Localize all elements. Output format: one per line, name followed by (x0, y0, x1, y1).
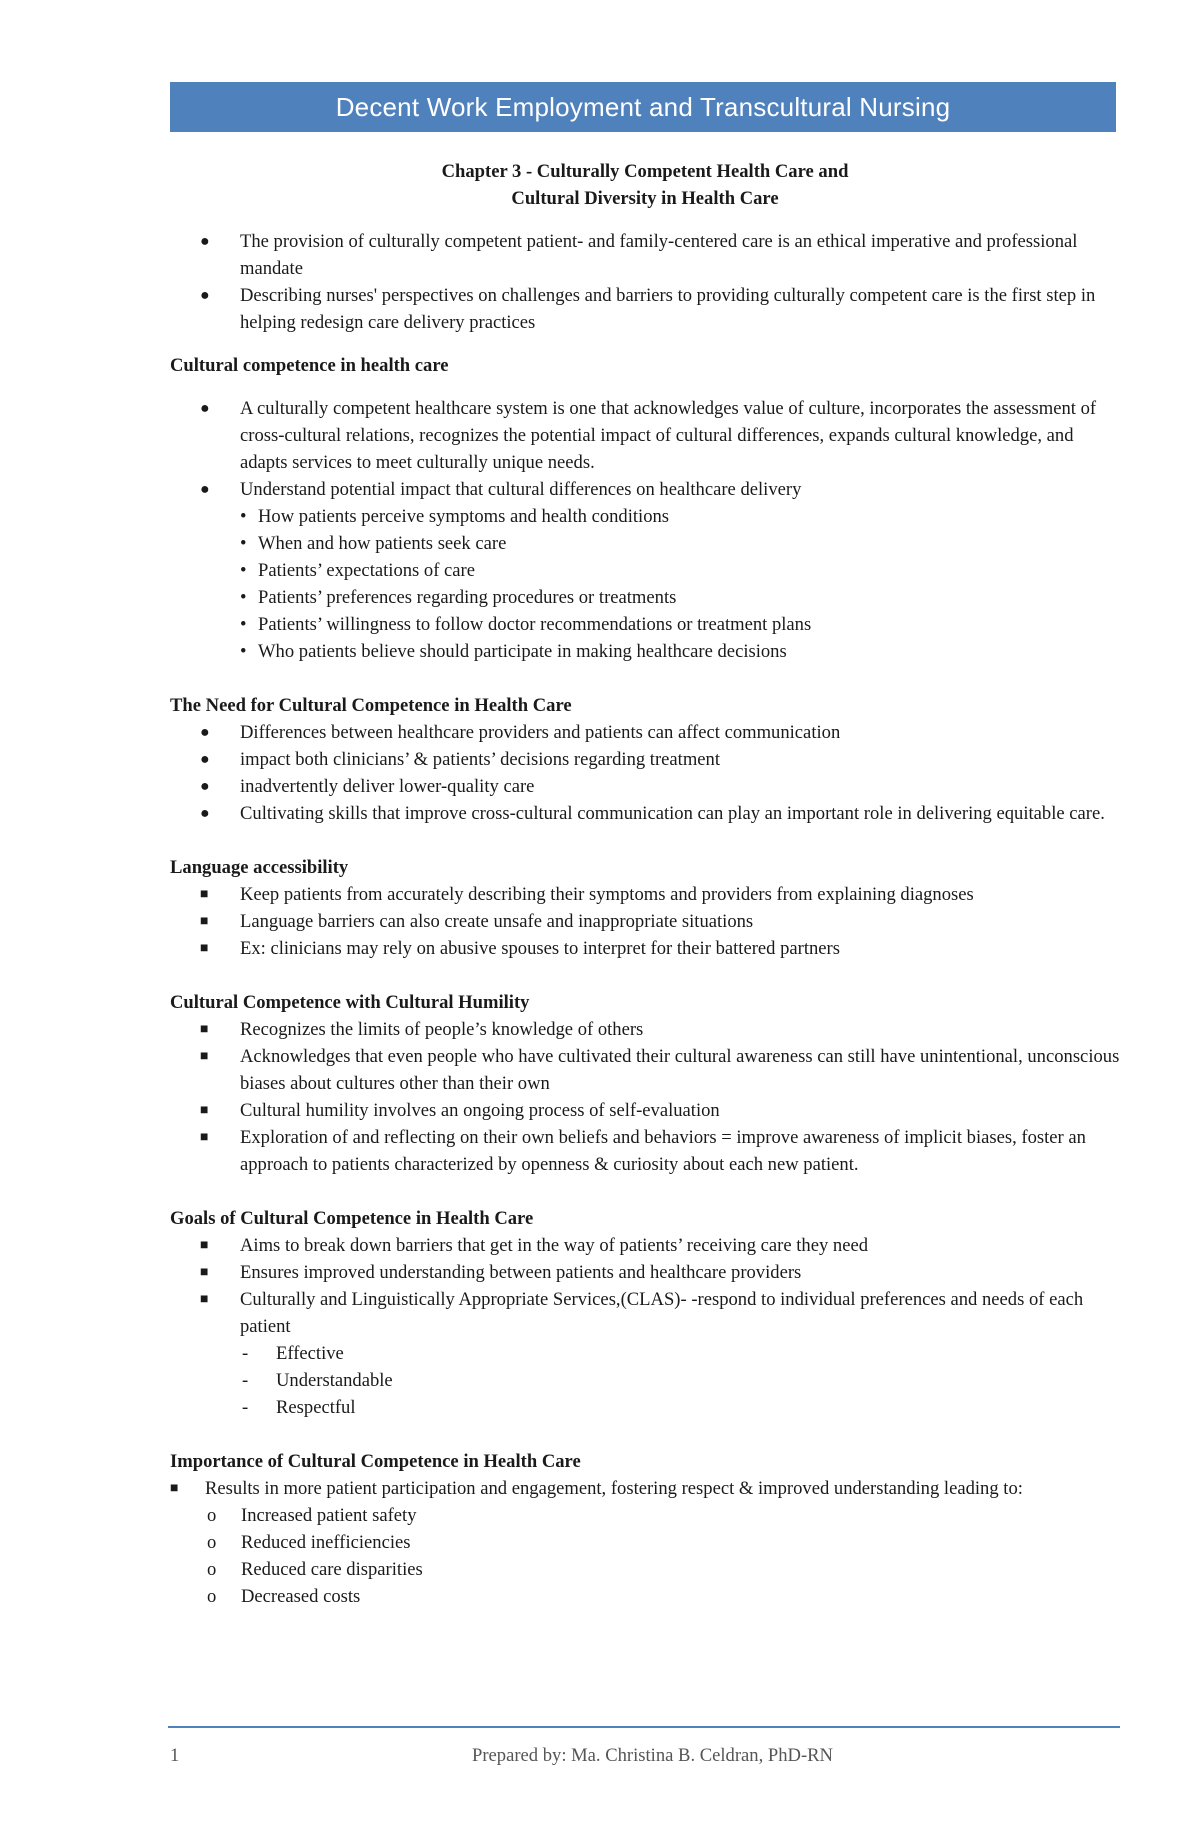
square-bullet-icon: ■ (200, 1265, 209, 1280)
list-item: ■ Culturally and Linguistically Appropriate Services,(CLAS)- -respond to individual preferences and needs of each patient (170, 1286, 1120, 1340)
bullet-icon: ● (200, 481, 210, 498)
circle-bullet-icon: o (207, 1532, 217, 1553)
section-heading-need: The Need for Cultural Competence in Health Care (170, 695, 572, 716)
outcome-list-item: o Reduced care disparities (205, 1556, 1120, 1583)
small-bullet-icon: • (240, 560, 247, 581)
bullet-icon: ● (200, 751, 210, 768)
small-bullet-icon: • (240, 587, 247, 608)
circle-bullet-icon: o (207, 1586, 217, 1607)
square-bullet-icon: ■ (200, 1022, 209, 1037)
bullet-icon: ● (200, 233, 210, 250)
list-item: ■ Results in more patient participation and engagement, fostering respect & improved understanding leading to: (170, 1475, 1120, 1502)
importance-list (170, 1475, 1120, 1502)
section-heading-language: Language accessibility (170, 857, 349, 878)
square-bullet-icon: ■ (200, 914, 209, 929)
humility-list (170, 1016, 1120, 1178)
small-bullet-icon: • (240, 533, 247, 554)
list-item: ● Cultivating skills that improve cross-cultural communication can play an important role in delivering equitable care. (170, 800, 1120, 827)
footer-divider (168, 1726, 1120, 1728)
square-bullet-icon: ■ (200, 941, 209, 956)
list-item: ■ Aims to break down barriers that get in the way of patients’ receiving care they need (170, 1232, 1120, 1259)
clas-qualities-list (170, 1340, 1120, 1421)
dash-list-item: - Understandable (240, 1367, 1120, 1394)
list-item: ■ Keep patients from accurately describing their symptoms and providers from explaining diagnoses (170, 881, 1120, 908)
bullet-icon: ● (200, 805, 210, 822)
list-item: ● The provision of culturally competent patient- and family-centered care is an ethical imperative and professional mandate (170, 228, 1120, 282)
language-list (170, 881, 1120, 962)
goals-list (170, 1232, 1120, 1340)
sub-list-item: • Who patients believe should participate in making healthcare decisions (240, 638, 1120, 665)
square-bullet-icon: ■ (200, 1238, 209, 1253)
importance-outcomes-list (170, 1502, 1120, 1610)
chapter-title (170, 158, 1120, 212)
chapter-title-line-2: Cultural Diversity in Health Care (511, 188, 779, 209)
small-bullet-icon: • (240, 506, 247, 527)
sub-list-item: • Patients’ preferences regarding procedures or treatments (240, 584, 1120, 611)
list-item: ● impact both clinicians’ & patients’ decisions regarding treatment (170, 746, 1120, 773)
square-bullet-icon: ■ (200, 1103, 209, 1118)
list-item: ■ Ensures improved understanding between patients and healthcare providers (170, 1259, 1120, 1286)
bullet-icon: ● (200, 778, 210, 795)
bullet-icon: ● (200, 724, 210, 741)
square-bullet-icon: ■ (200, 1049, 209, 1064)
small-bullet-icon: • (240, 641, 247, 662)
square-bullet-icon: ■ (200, 1130, 209, 1145)
chapter-title-line-1: Chapter 3 - Culturally Competent Health Care and (441, 161, 849, 182)
dash-list-item: - Respectful (240, 1394, 1120, 1421)
list-item: ● A culturally competent healthcare system is one that acknowledges value of culture, incorporates the assessment of cross-cultural relations, recognizes the potential impact of cultural differences, expands cultural knowledge, and adapts services to meet culturally unique needs. (170, 395, 1120, 476)
sub-list-item: • Patients’ willingness to follow doctor recommendations or treatment plans (240, 611, 1120, 638)
outcome-list-item: o Increased patient safety (205, 1502, 1120, 1529)
dash-list-item: - Effective (240, 1340, 1120, 1367)
list-item: ■ Language barriers can also create unsafe and inappropriate situations (170, 908, 1120, 935)
section-heading-goals: Goals of Cultural Competence in Health Care (170, 1208, 534, 1229)
bullet-icon: ● (200, 400, 210, 417)
page-number: 1 (170, 1745, 180, 1766)
need-list (170, 719, 1120, 827)
dash-icon: - (242, 1370, 249, 1391)
list-item: ■ Ex: clinicians may rely on abusive spouses to interpret for their battered partners (170, 935, 1120, 962)
intro-list (170, 228, 1120, 336)
document-banner (170, 82, 1116, 132)
small-bullet-icon: • (240, 614, 247, 635)
section-heading-importance: Importance of Cultural Competence in Health Care (170, 1451, 581, 1472)
list-item: ■ Acknowledges that even people who have cultivated their cultural awareness can still have unintentional, unconscious biases about cultures other than their own (170, 1043, 1120, 1097)
list-item: ■ Recognizes the limits of people’s knowledge of others (170, 1016, 1120, 1043)
prepared-by: Prepared by: Ma. Christina B. Celdran, PhD-RN (472, 1745, 833, 1766)
banner-title: Decent Work Employment and Transcultural Nursing (335, 91, 951, 122)
section-heading-cultural-competence: Cultural competence in health care (170, 355, 449, 376)
cultural-differences-sublist (240, 503, 1120, 665)
list-item: ● Differences between healthcare providers and patients can affect communication (170, 719, 1120, 746)
sub-list-item: • How patients perceive symptoms and health conditions (240, 503, 1120, 530)
outcome-list-item: o Reduced inefficiencies (205, 1529, 1120, 1556)
document-body (170, 158, 1120, 1610)
sub-list-item: • When and how patients seek care (240, 530, 1120, 557)
bullet-icon: ● (200, 287, 210, 304)
square-bullet-icon: ■ (170, 1481, 179, 1496)
cultural-competence-list (170, 395, 1120, 665)
square-bullet-icon: ■ (200, 1292, 209, 1307)
sub-list-item: • Patients’ expectations of care (240, 557, 1120, 584)
list-item: ● inadvertently deliver lower-quality care (170, 773, 1120, 800)
circle-bullet-icon: o (207, 1505, 217, 1526)
circle-bullet-icon: o (207, 1559, 217, 1580)
list-item: ● Describing nurses' perspectives on challenges and barriers to providing culturally competent care is the first step in helping redesign care delivery practices (170, 282, 1120, 336)
dash-icon: - (242, 1343, 249, 1364)
section-heading-humility: Cultural Competence with Cultural Humility (170, 992, 530, 1013)
list-item: ■ Cultural humility involves an ongoing process of self-evaluation (170, 1097, 1120, 1124)
outcome-list-item: o Decreased costs (205, 1583, 1120, 1610)
page-footer (170, 1745, 1120, 1775)
list-item: ● Understand potential impact that cultural differences on healthcare delivery • How patients perceive symptoms and health conditions • When and how patients seek care • Patients’ expectations of care • Patients’ preferences regarding procedures or treatments • Patients’ willingness to follow doctor recommendations or treatment plans • Who patients believe should participate in making healthcare decisions (170, 476, 1120, 665)
square-bullet-icon: ■ (200, 887, 209, 902)
list-item: ■ Exploration of and reflecting on their own beliefs and behaviors = improve awareness of implicit biases, foster an approach to patients characterized by openness & curiosity about each new patient. (170, 1124, 1120, 1178)
dash-icon: - (242, 1397, 249, 1418)
